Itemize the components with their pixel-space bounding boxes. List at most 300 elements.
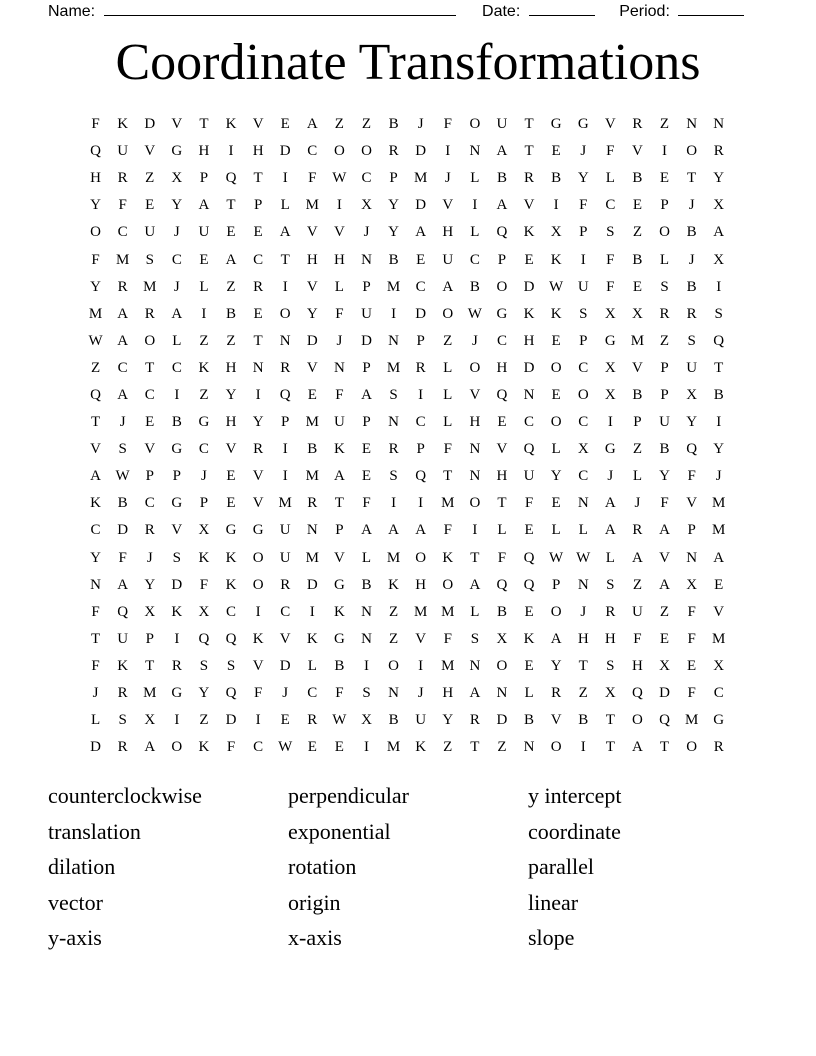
grid-letter[interactable]: P [172,468,181,485]
grid-letter[interactable]: L [334,278,344,295]
grid-letter[interactable]: D [171,576,183,593]
grid-letter[interactable]: Q [225,685,237,702]
grid-letter[interactable]: I [255,386,261,403]
grid-letter[interactable]: M [143,685,157,702]
grid-letter[interactable]: Q [225,630,237,647]
grid-letter[interactable]: N [523,386,535,403]
grid-letter[interactable]: I [201,305,207,322]
grid-letter[interactable]: W [278,739,293,756]
grid-letter[interactable]: B [171,414,182,431]
grid-letter[interactable]: U [279,549,291,566]
grid-letter[interactable]: Z [388,603,399,620]
grid-letter[interactable]: G [171,143,183,160]
grid-letter[interactable]: F [91,657,100,674]
grid-letter[interactable]: K [198,739,210,756]
grid-letter[interactable]: T [199,116,209,133]
grid-letter[interactable]: X [686,576,698,593]
grid-letter[interactable]: V [252,116,264,133]
grid-letter[interactable]: N [361,630,372,647]
grid-letter[interactable]: B [117,495,128,512]
grid-letter[interactable]: B [307,441,318,458]
grid-letter[interactable]: A [415,224,427,241]
grid-letter[interactable]: M [386,359,401,376]
grid-letter[interactable]: S [579,305,588,322]
grid-letter[interactable]: F [91,116,100,133]
grid-letter[interactable]: I [553,197,559,214]
grid-letter[interactable]: L [361,549,372,566]
grid-letter[interactable]: C [605,197,616,214]
grid-letter[interactable]: A [415,522,427,539]
grid-letter[interactable]: H [225,359,237,376]
grid-letter[interactable]: X [713,657,725,674]
grid-letter[interactable]: T [605,712,615,729]
grid-letter[interactable]: G [713,712,725,729]
grid-letter[interactable]: Y [90,549,101,566]
grid-letter[interactable]: X [361,197,372,214]
grid-letter[interactable]: R [307,495,318,512]
grid-letter[interactable]: Y [442,712,454,729]
grid-letter[interactable]: Z [659,603,670,620]
grid-letter[interactable]: D [279,143,291,160]
grid-letter[interactable]: Y [713,441,725,458]
grid-letter[interactable]: Y [659,468,670,485]
grid-letter[interactable]: V [252,495,264,512]
grid-letter[interactable]: D [306,332,318,349]
grid-letter[interactable]: A [496,197,508,214]
grid-letter[interactable]: Y [388,224,399,241]
grid-letter[interactable]: C [415,414,426,431]
grid-letter[interactable]: A [171,305,183,322]
grid-letter[interactable]: Q [415,468,427,485]
grid-letter[interactable]: F [91,251,100,268]
grid-letter[interactable]: Y [90,197,101,214]
grid-letter[interactable]: M [386,278,401,295]
grid-letter[interactable]: M [630,332,645,349]
grid-letter[interactable]: H [577,630,589,647]
grid-letter[interactable]: A [361,522,372,539]
grid-letter[interactable]: U [333,414,345,431]
grid-letter[interactable]: R [605,603,616,620]
grid-letter[interactable]: P [335,522,344,539]
grid-letter[interactable]: F [118,549,127,566]
grid-letter[interactable]: T [280,251,290,268]
grid-letter[interactable]: V [225,441,237,458]
grid-letter[interactable]: P [416,332,425,349]
grid-letter[interactable]: Y [198,685,210,702]
grid-letter[interactable]: F [443,441,452,458]
grid-letter[interactable]: H [469,414,481,431]
grid-letter[interactable]: Y [550,468,562,485]
grid-letter[interactable]: X [604,386,616,403]
grid-letter[interactable]: J [688,251,695,268]
grid-letter[interactable]: S [687,332,696,349]
grid-letter[interactable]: Z [199,712,209,729]
grid-letter[interactable]: J [607,468,614,485]
grid-letter[interactable]: Z [145,170,155,187]
grid-letter[interactable]: B [686,278,697,295]
grid-letter[interactable]: J [580,603,587,620]
grid-letter[interactable]: J [688,197,695,214]
grid-letter[interactable]: A [659,522,670,539]
grid-letter[interactable]: R [117,170,128,187]
grid-letter[interactable]: M [305,197,319,214]
grid-letter[interactable]: K [523,305,535,322]
grid-letter[interactable]: C [496,332,507,349]
grid-letter[interactable]: V [144,441,156,458]
grid-letter[interactable]: C [117,359,128,376]
grid-letter[interactable]: I [282,170,288,187]
grid-letter[interactable]: F [524,495,534,512]
grid-letter[interactable]: P [362,359,371,376]
grid-letter[interactable]: A [117,332,129,349]
grid-letter[interactable]: A [469,685,481,702]
grid-letter[interactable]: B [713,386,724,403]
grid-letter[interactable]: U [361,305,372,322]
grid-letter[interactable]: F [362,495,371,512]
grid-letter[interactable]: P [145,468,154,485]
grid-letter[interactable]: O [550,414,562,431]
grid-letter[interactable]: P [551,576,561,593]
grid-letter[interactable]: J [715,468,722,485]
grid-letter[interactable]: M [278,495,292,512]
grid-letter[interactable]: E [497,414,507,431]
grid-letter[interactable]: T [714,359,724,376]
grid-letter[interactable]: S [226,657,236,674]
grid-letter[interactable]: V [523,197,535,214]
grid-letter[interactable]: B [388,712,399,729]
grid-letter[interactable]: A [550,630,562,647]
grid-letter[interactable]: C [713,685,724,702]
grid-letter[interactable]: D [659,685,670,702]
grid-letter[interactable]: A [144,739,156,756]
grid-letter[interactable]: R [280,576,291,593]
grid-letter[interactable]: U [523,468,535,485]
grid-letter[interactable]: E [551,143,561,160]
grid-letter[interactable]: J [336,332,343,349]
grid-letter[interactable]: N [90,576,101,593]
grid-letter[interactable]: X [713,197,725,214]
grid-letter[interactable]: B [226,305,237,322]
grid-letter[interactable]: R [713,143,724,160]
grid-letter[interactable]: H [90,170,101,187]
grid-letter[interactable]: V [632,143,643,160]
grid-letter[interactable]: E [551,386,561,403]
grid-letter[interactable]: B [388,251,399,268]
grid-letter[interactable]: B [632,251,643,268]
grid-letter[interactable]: Q [523,549,535,566]
grid-letter[interactable]: Z [334,116,344,133]
grid-letter[interactable]: O [550,603,562,620]
grid-letter[interactable]: A [496,143,508,160]
grid-letter[interactable]: A [469,576,481,593]
grid-letter[interactable]: X [171,170,183,187]
grid-letter[interactable]: K [550,305,562,322]
grid-letter[interactable]: O [496,278,508,295]
grid-letter[interactable]: A [659,576,670,593]
grid-letter[interactable]: X [550,224,562,241]
grid-letter[interactable]: F [687,685,696,702]
grid-letter[interactable]: W [332,712,347,729]
grid-letter[interactable]: N [686,549,698,566]
grid-letter[interactable]: F [660,495,669,512]
grid-letter[interactable]: N [496,685,508,702]
grid-letter[interactable]: R [253,441,264,458]
grid-letter[interactable]: P [660,197,669,214]
grid-letter[interactable]: V [713,603,725,620]
grid-letter[interactable]: R [632,522,643,539]
grid-letter[interactable]: E [416,251,426,268]
grid-letter[interactable]: E [253,224,263,241]
grid-letter[interactable]: U [686,359,698,376]
grid-letter[interactable]: R [253,278,264,295]
grid-letter[interactable]: B [334,657,345,674]
grid-letter[interactable]: I [174,386,180,403]
grid-letter[interactable]: T [578,657,588,674]
grid-letter[interactable]: P [579,332,588,349]
grid-letter[interactable]: W [549,278,564,295]
grid-letter[interactable]: K [306,630,318,647]
grid-letter[interactable]: I [174,630,180,647]
grid-letter[interactable]: Y [713,170,725,187]
grid-letter[interactable]: U [117,143,129,160]
grid-letter[interactable]: J [173,278,180,295]
grid-letter[interactable]: T [470,739,480,756]
grid-letter[interactable]: F [443,522,452,539]
grid-letter[interactable]: P [579,224,588,241]
grid-letter[interactable]: E [524,657,534,674]
grid-letter[interactable]: I [282,468,288,485]
grid-letter[interactable]: V [442,197,454,214]
grid-letter[interactable]: F [308,170,317,187]
grid-letter[interactable]: R [117,278,128,295]
grid-letter[interactable]: R [144,305,155,322]
grid-letter[interactable]: C [171,251,182,268]
grid-letter[interactable]: L [470,224,480,241]
grid-letter[interactable]: V [306,359,318,376]
grid-letter[interactable]: P [281,414,290,431]
grid-letter[interactable]: M [115,251,130,268]
grid-letter[interactable]: R [117,685,128,702]
date-field[interactable] [529,0,595,16]
grid-letter[interactable]: F [579,197,588,214]
grid-letter[interactable]: M [441,603,455,620]
grid-letter[interactable]: N [577,495,589,512]
grid-letter[interactable]: C [578,414,589,431]
grid-letter[interactable]: L [551,441,561,458]
grid-letter[interactable]: R [280,359,291,376]
grid-letter[interactable]: F [91,603,100,620]
grid-letter[interactable]: C [361,170,372,187]
grid-letter[interactable]: G [496,305,508,322]
grid-letter[interactable]: J [634,495,641,512]
grid-letter[interactable]: Q [279,386,291,403]
grid-letter[interactable]: Y [225,386,237,403]
grid-letter[interactable]: V [252,468,264,485]
grid-letter[interactable]: L [280,197,290,214]
grid-letter[interactable]: M [712,495,726,512]
grid-letter[interactable]: R [307,712,318,729]
grid-letter[interactable]: C [253,251,264,268]
grid-letter[interactable]: I [716,278,722,295]
grid-letter[interactable]: Q [90,143,101,160]
grid-letter[interactable]: U [442,251,454,268]
grid-letter[interactable]: D [415,143,427,160]
grid-letter[interactable]: K [225,116,237,133]
grid-letter[interactable]: Z [361,116,372,133]
grid-letter[interactable]: L [307,657,317,674]
grid-letter[interactable]: O [252,549,264,566]
grid-letter[interactable]: Z [199,386,209,403]
grid-letter[interactable]: D [117,522,129,539]
grid-letter[interactable]: G [333,576,345,593]
grid-letter[interactable]: C [90,522,101,539]
grid-letter[interactable]: L [659,251,670,268]
grid-letter[interactable]: Y [252,414,264,431]
grid-letter[interactable]: I [282,278,288,295]
grid-letter[interactable]: S [606,657,615,674]
grid-letter[interactable]: U [496,116,508,133]
grid-letter[interactable]: E [226,495,236,512]
grid-letter[interactable]: T [443,468,453,485]
grid-letter[interactable]: J [92,685,99,702]
grid-letter[interactable]: E [361,441,372,458]
grid-letter[interactable]: A [388,522,399,539]
grid-letter[interactable]: Z [578,685,588,702]
grid-letter[interactable]: S [389,386,398,403]
grid-letter[interactable]: L [551,522,561,539]
grid-letter[interactable]: M [441,657,455,674]
grid-letter[interactable]: A [117,305,129,322]
grid-letter[interactable]: R [469,712,480,729]
grid-letter[interactable]: F [443,630,452,647]
grid-letter[interactable]: N [388,685,399,702]
grid-letter[interactable]: N [686,116,698,133]
grid-letter[interactable]: U [117,630,129,647]
grid-letter[interactable]: O [90,224,101,241]
grid-letter[interactable]: Z [388,630,399,647]
grid-letter[interactable]: D [225,712,237,729]
grid-letter[interactable]: V [90,441,101,458]
grid-letter[interactable]: R [551,685,562,702]
grid-letter[interactable]: I [580,251,586,268]
grid-letter[interactable]: E [659,170,670,187]
grid-letter[interactable]: I [255,712,261,729]
grid-letter[interactable]: K [415,739,427,756]
grid-letter[interactable]: F [118,197,127,214]
grid-letter[interactable]: I [580,739,586,756]
grid-letter[interactable]: V [144,143,156,160]
grid-letter[interactable]: V [306,278,318,295]
grid-letter[interactable]: F [687,603,696,620]
grid-letter[interactable]: N [388,332,399,349]
grid-letter[interactable]: D [523,278,535,295]
grid-letter[interactable]: S [145,251,154,268]
grid-letter[interactable]: B [361,576,372,593]
grid-letter[interactable]: X [604,359,616,376]
grid-letter[interactable]: G [577,116,589,133]
grid-letter[interactable]: P [497,251,507,268]
grid-letter[interactable]: M [143,278,157,295]
grid-letter[interactable]: T [145,657,155,674]
grid-letter[interactable]: G [604,441,616,458]
grid-letter[interactable]: I [391,495,397,512]
grid-letter[interactable]: S [660,278,669,295]
grid-letter[interactable]: V [496,441,508,458]
grid-letter[interactable]: M [305,468,319,485]
grid-letter[interactable]: S [714,305,723,322]
grid-letter[interactable]: D [496,712,508,729]
grid-letter[interactable]: P [389,170,398,187]
grid-letter[interactable]: E [632,278,642,295]
grid-letter[interactable]: E [280,116,290,133]
grid-letter[interactable]: L [497,522,507,539]
grid-letter[interactable]: D [144,116,156,133]
grid-letter[interactable]: H [604,630,616,647]
grid-letter[interactable]: Z [443,332,453,349]
grid-letter[interactable]: L [172,332,182,349]
grid-letter[interactable]: J [444,170,451,187]
grid-letter[interactable]: V [604,116,616,133]
grid-letter[interactable]: Y [686,414,698,431]
grid-letter[interactable]: Q [523,576,535,593]
grid-letter[interactable]: Q [659,712,670,729]
grid-letter[interactable]: E [280,712,290,729]
grid-letter[interactable]: Q [198,630,210,647]
grid-letter[interactable]: A [604,495,616,512]
grid-letter[interactable]: T [90,630,101,647]
grid-letter[interactable]: M [305,414,319,431]
grid-letter[interactable]: H [333,251,345,268]
grid-letter[interactable]: M [441,495,455,512]
grid-letter[interactable]: C [415,278,426,295]
grid-letter[interactable]: A [279,224,291,241]
grid-letter[interactable]: H [252,143,264,160]
grid-letter[interactable]: H [442,224,454,241]
grid-letter[interactable]: L [470,170,480,187]
grid-letter[interactable]: M [684,712,699,729]
grid-letter[interactable]: O [577,386,589,403]
grid-letter[interactable]: Q [225,170,237,187]
grid-letter[interactable]: K [198,549,210,566]
grid-letter[interactable]: X [198,603,210,620]
grid-letter[interactable]: L [443,359,453,376]
grid-letter[interactable]: O [686,739,698,756]
grid-letter[interactable]: N [388,414,399,431]
grid-letter[interactable]: J [119,414,126,431]
grid-letter[interactable]: N [577,576,589,593]
grid-letter[interactable]: K [90,495,101,512]
grid-letter[interactable]: M [305,549,319,566]
grid-letter[interactable]: E [199,251,209,268]
grid-letter[interactable]: X [144,603,156,620]
grid-letter[interactable]: V [632,359,643,376]
grid-letter[interactable]: K [523,630,535,647]
grid-letter[interactable]: O [469,495,481,512]
grid-letter[interactable]: I [418,386,424,403]
grid-letter[interactable]: V [659,549,670,566]
grid-letter[interactable]: A [198,197,210,214]
grid-letter[interactable]: X [604,685,616,702]
grid-letter[interactable]: E [714,576,724,593]
grid-letter[interactable]: I [472,197,478,214]
grid-letter[interactable]: Z [90,359,101,376]
grid-letter[interactable]: S [172,549,181,566]
grid-letter[interactable]: M [414,170,428,187]
grid-letter[interactable]: K [333,603,345,620]
grid-letter[interactable]: K [523,224,535,241]
grid-letter[interactable]: S [606,224,615,241]
grid-letter[interactable]: J [363,224,370,241]
